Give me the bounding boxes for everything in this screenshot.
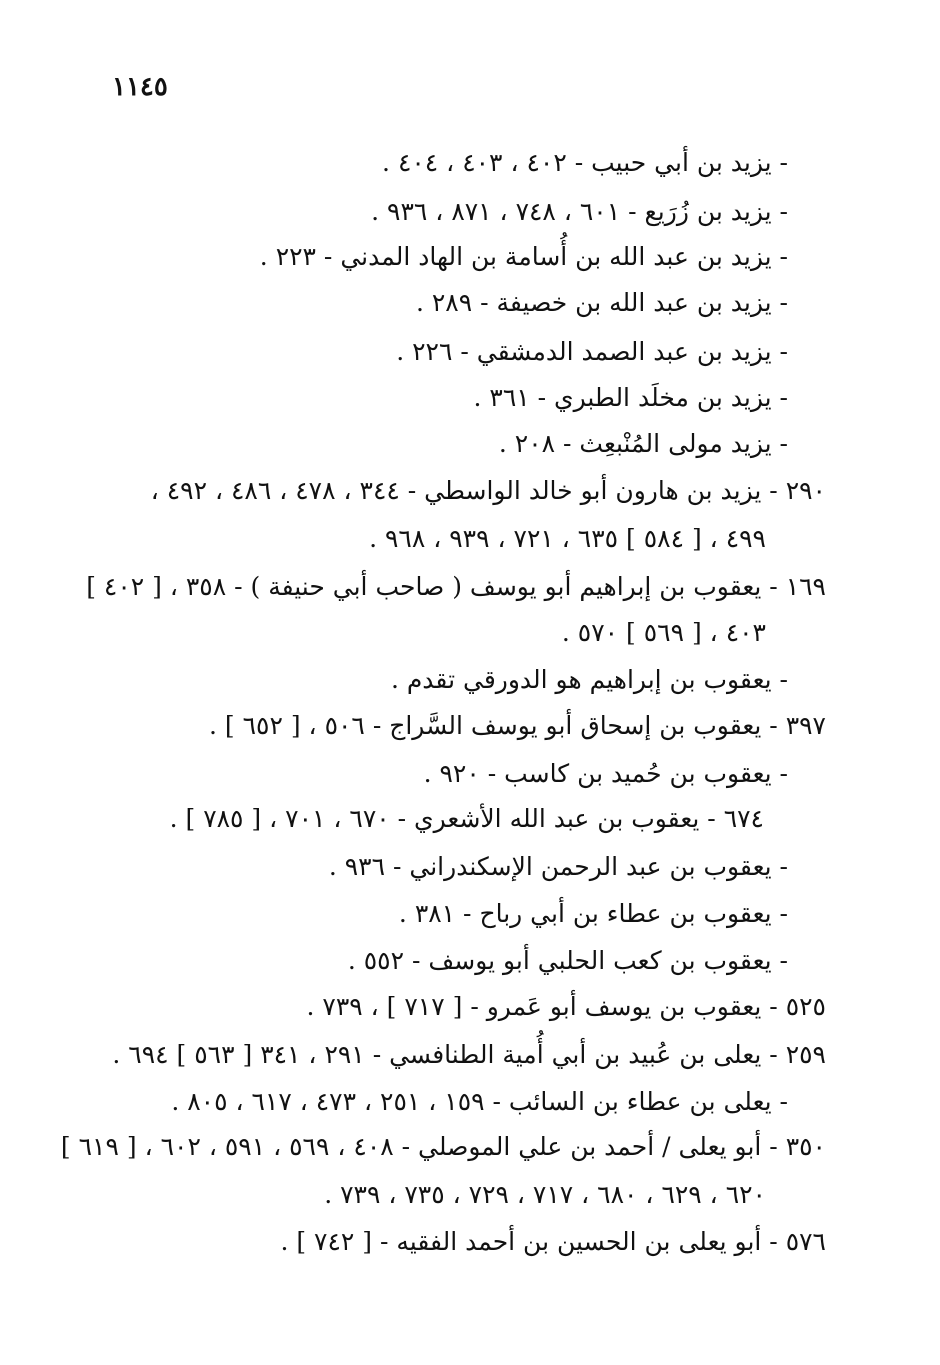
- index-entry: - يزيد مولى المُنْبعِث - ٢٠٨ .: [498, 429, 788, 458]
- index-entry-numbered: ٥٢٥ - يعقوب بن يوسف أبو عَمرو - [ ٧١٧ ] ، ٧٣٩ .: [306, 992, 826, 1021]
- index-entry: - يزيد بن أبي حبيب - ٤٠٢ ، ٤٠٣ ، ٤٠٤ .: [382, 148, 788, 177]
- index-entry: - يزيد بن مخلَد الطبري - ٣٦١ .: [473, 383, 788, 412]
- index-entry-numbered: ٢٩٠ - يزيد بن هارون أبو خالد الواسطي - ٣٤٤ ، ٤٧٨ ، ٤٨٦ ، ٤٩٢ ،: [150, 476, 826, 505]
- index-entry-numbered: ٣٩٧ - يعقوب بن إسحاق أبو يوسف السَّراج - ٥٠٦ ، [ ٦٥٢ ] .: [209, 711, 826, 740]
- index-entry-continuation: ٦٢٠ ، ٦٢٩ ، ٦٨٠ ، ٧١٧ ، ٧٢٩ ، ٧٣٥ ، ٧٣٩ .: [324, 1180, 766, 1209]
- index-entry: - يزيد بن عبد الصمد الدمشقي - ٢٢٦ .: [396, 337, 788, 366]
- index-entry-continuation: ٤٩٩ ، [ ٥٨٤ ] ٦٣٥ ، ٧٢١ ، ٩٣٩ ، ٩٦٨ .: [369, 524, 766, 553]
- index-entry: - يعقوب بن عبد الرحمن الإسكندراني - ٩٣٦ .: [328, 852, 788, 881]
- index-entry-continuation: ٤٠٣ ، [ ٥٦٩ ] ٥٧٠ .: [561, 618, 766, 647]
- index-entry: - يعقوب بن إبراهيم هو الدورقي تقدم .: [390, 665, 788, 694]
- index-entry-numbered: ٥٧٦ - أبو يعلى بن الحسين بن أحمد الفقيه - [ ٧٤٢ ] .: [280, 1227, 826, 1256]
- index-entry-numbered: ٦٧٤ - يعقوب بن عبد الله الأشعري - ٦٧٠ ، ٧٠١ ، [ ٧٨٥ ] .: [169, 804, 764, 833]
- index-entry-numbered: ٢٥٩ - يعلى بن عُبيد بن أبي أُمية الطنافسي - ٢٩١ ، ٣٤١ [ ٥٦٣ ] ٦٩٤ .: [112, 1040, 826, 1069]
- index-entry: - يعلى بن عطاء بن السائب - ١٥٩ ، ٢٥١ ، ٤٧٣ ، ٦١٧ ، ٨٠٥ .: [171, 1087, 788, 1116]
- page-number: ١١٤٥: [112, 72, 168, 102]
- index-entry: - يزيد بن زُرَيع - ٦٠١ ، ٧٤٨ ، ٨٧١ ، ٩٣٦ .: [371, 197, 788, 226]
- index-entry: - يزيد بن عبد الله بن أُسامة بن الهاد المدني - ٢٢٣ .: [259, 242, 788, 271]
- index-entry-numbered: ١٦٩ - يعقوب بن إبراهيم أبو يوسف ( صاحب أبي حنيفة ) - ٣٥٨ ، [ ٤٠٢ ]: [86, 572, 826, 601]
- index-entry: - يزيد بن عبد الله بن خصيفة - ٢٨٩ .: [415, 288, 788, 317]
- index-entry-numbered: ٣٥٠ - أبو يعلى / أحمد بن علي الموصلي - ٤٠٨ ، ٥٦٩ ، ٥٩١ ، ٦٠٢ ، [ ٦١٩ ]: [60, 1132, 826, 1161]
- index-entry: - يعقوب بن حُميد بن كاسب - ٩٢٠ .: [423, 759, 788, 788]
- index-entry: - يعقوب بن عطاء بن أبي رباح - ٣٨١ .: [398, 899, 788, 928]
- index-entry: - يعقوب بن كعب الحلبي أبو يوسف - ٥٥٢ .: [347, 946, 788, 975]
